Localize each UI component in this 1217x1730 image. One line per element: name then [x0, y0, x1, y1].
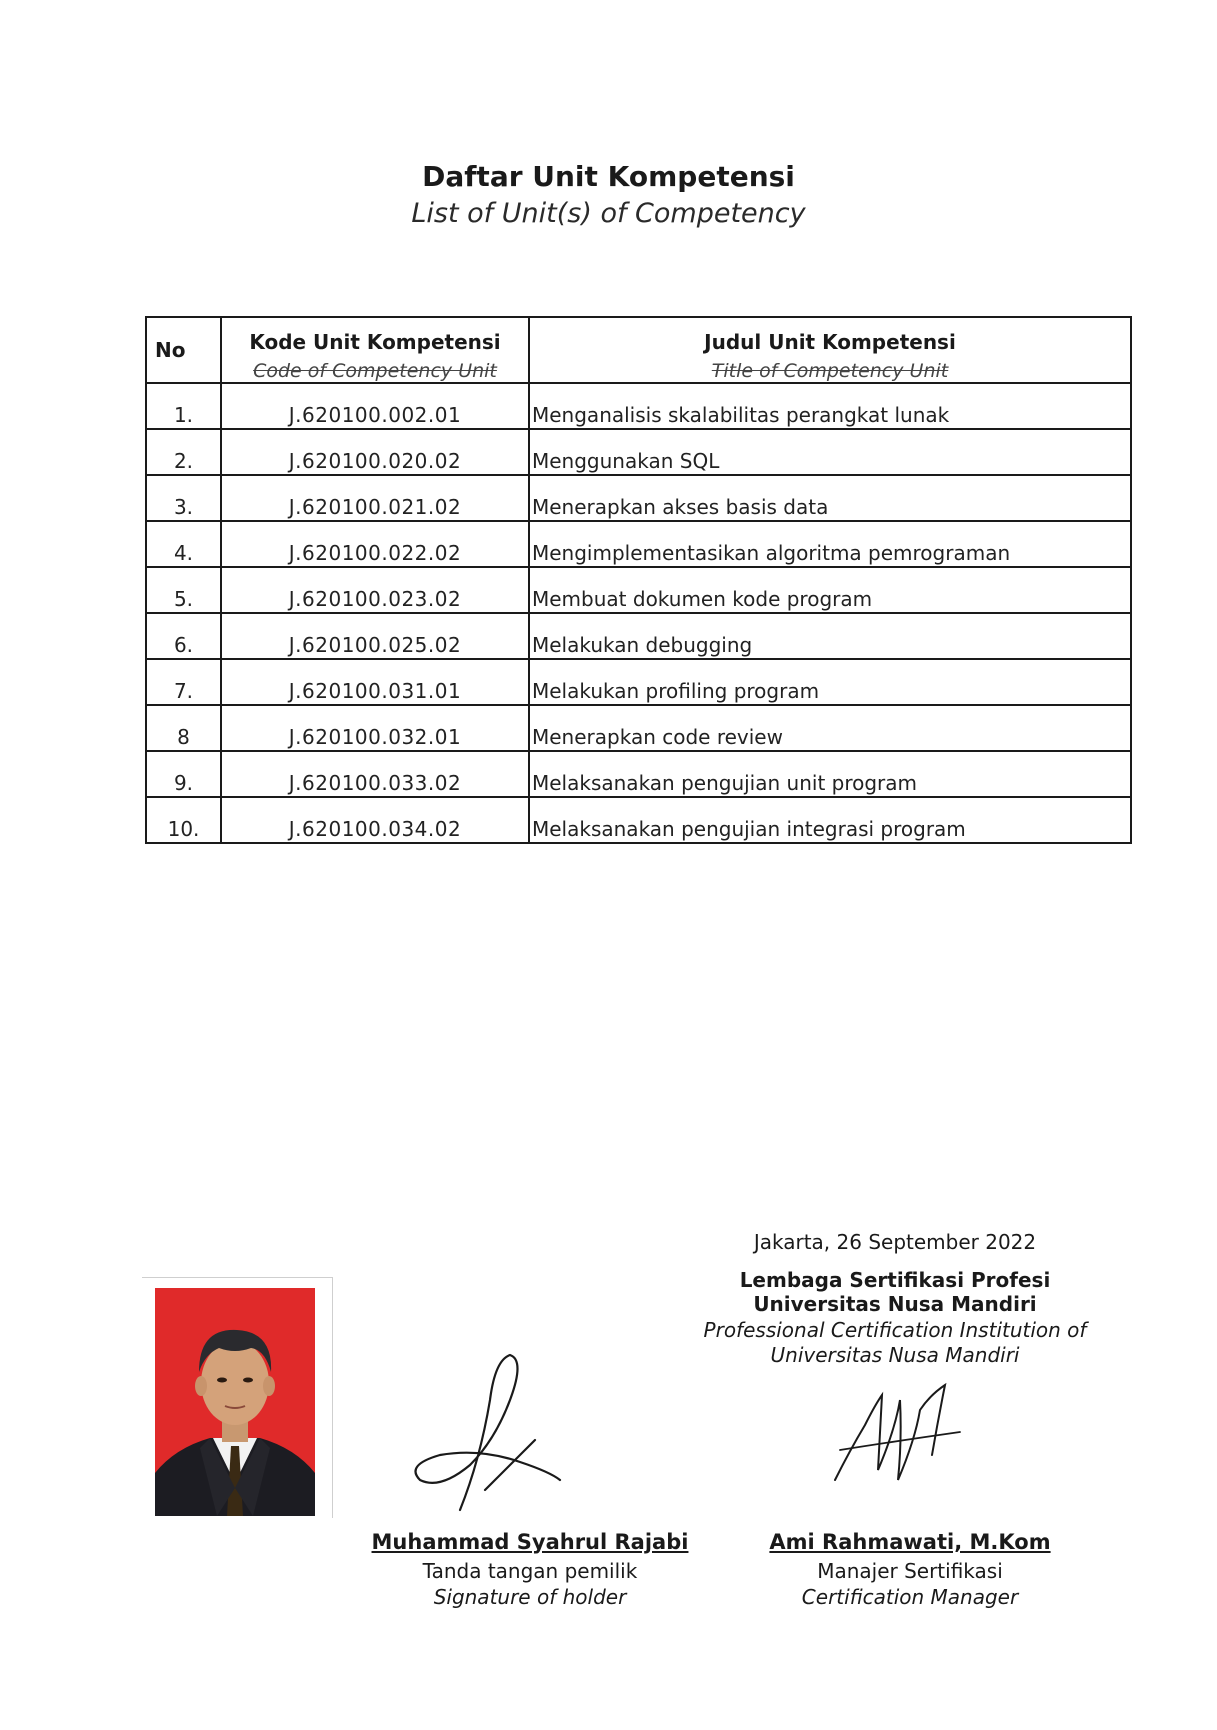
table-row: [146, 383, 1131, 429]
row-code: J.620100.020.02: [221, 429, 529, 475]
col-title-header: [529, 317, 1131, 383]
competency-table: [145, 316, 1132, 844]
institution-name-id: Lembaga Sertifikasi Profesi: [739, 1268, 1051, 1292]
row-no: 4.: [146, 521, 221, 567]
row-code: J.620100.002.01: [221, 383, 529, 429]
col-code-header: [221, 317, 529, 383]
row-code: J.620100.031.01: [221, 659, 529, 705]
row-no: 6.: [146, 613, 221, 659]
page-title: Daftar Unit Kompetensi: [422, 160, 795, 193]
row-no: 1.: [146, 383, 221, 429]
row-title: Melaksanakan pengujian integrasi program: [529, 797, 1131, 843]
institution-name-en: Professional Certification Institution of: [703, 1318, 1087, 1342]
manager-role-en: Certification Manager: [801, 1585, 1019, 1609]
holder-role: Tanda tangan pemilik: [422, 1559, 638, 1583]
row-no: 5.: [146, 567, 221, 613]
row-title: Melaksanakan pengujian unit program: [529, 751, 1131, 797]
page-subtitle: List of Unit(s) of Competency: [411, 198, 806, 229]
table-row: [146, 797, 1131, 843]
holder-portrait-image: [155, 1288, 315, 1516]
row-title: Menerapkan code review: [529, 705, 1131, 751]
row-title: Membuat dokumen kode program: [529, 567, 1131, 613]
table-row: [146, 613, 1131, 659]
table-row: [146, 705, 1131, 751]
table-header-row: [146, 317, 1131, 383]
holder-role-en: Signature of holder: [433, 1585, 627, 1609]
row-title: Mengimplementasikan algoritma pemrograman: [529, 521, 1131, 567]
row-code: J.620100.033.02: [221, 751, 529, 797]
manager-role: Manajer Sertifikasi: [817, 1559, 1003, 1583]
row-code: J.620100.023.02: [221, 567, 529, 613]
row-code: J.620100.025.02: [221, 613, 529, 659]
institution-university-en: Universitas Nusa Mandiri: [770, 1343, 1020, 1367]
row-no: 9.: [146, 751, 221, 797]
table-row: [146, 475, 1131, 521]
row-no: 8: [146, 705, 221, 751]
row-no: 7.: [146, 659, 221, 705]
col-title-label-en: Title of Competency Unit: [711, 360, 949, 382]
row-title: Melakukan debugging: [529, 613, 1131, 659]
col-code-label-en: Code of Competency Unit: [253, 360, 497, 382]
col-title-label: Judul Unit Kompetensi: [704, 330, 956, 354]
holder-photo: [155, 1288, 315, 1516]
row-title: Melakukan profiling program: [529, 659, 1131, 705]
row-no: 3.: [146, 475, 221, 521]
row-code: J.620100.032.01: [221, 705, 529, 751]
row-title: Menerapkan akses basis data: [529, 475, 1131, 521]
table-row: [146, 751, 1131, 797]
row-title: Menggunakan SQL: [529, 429, 1131, 475]
table-row: [146, 567, 1131, 613]
holder-signature: [400, 1340, 580, 1520]
place-date: Jakarta, 26 September 2022: [753, 1230, 1037, 1254]
col-no-header: No: [146, 317, 221, 383]
table-row: [146, 521, 1131, 567]
holder-name: Muhammad Syahrul Rajabi: [371, 1530, 689, 1554]
row-code: J.620100.034.02: [221, 797, 529, 843]
row-code: J.620100.021.02: [221, 475, 529, 521]
row-no: 10.: [146, 797, 221, 843]
col-code-label: Kode Unit Kompetensi: [249, 330, 501, 354]
manager-name: Ami Rahmawati, M.Kom: [769, 1530, 1051, 1554]
row-code: J.620100.022.02: [221, 521, 529, 567]
row-title: Menganalisis skalabilitas perangkat lunak: [529, 383, 1131, 429]
table-row: [146, 659, 1131, 705]
table-row: [146, 429, 1131, 475]
row-no: 2.: [146, 429, 221, 475]
institution-university-id: Universitas Nusa Mandiri: [753, 1292, 1037, 1316]
manager-signature: [820, 1370, 980, 1500]
